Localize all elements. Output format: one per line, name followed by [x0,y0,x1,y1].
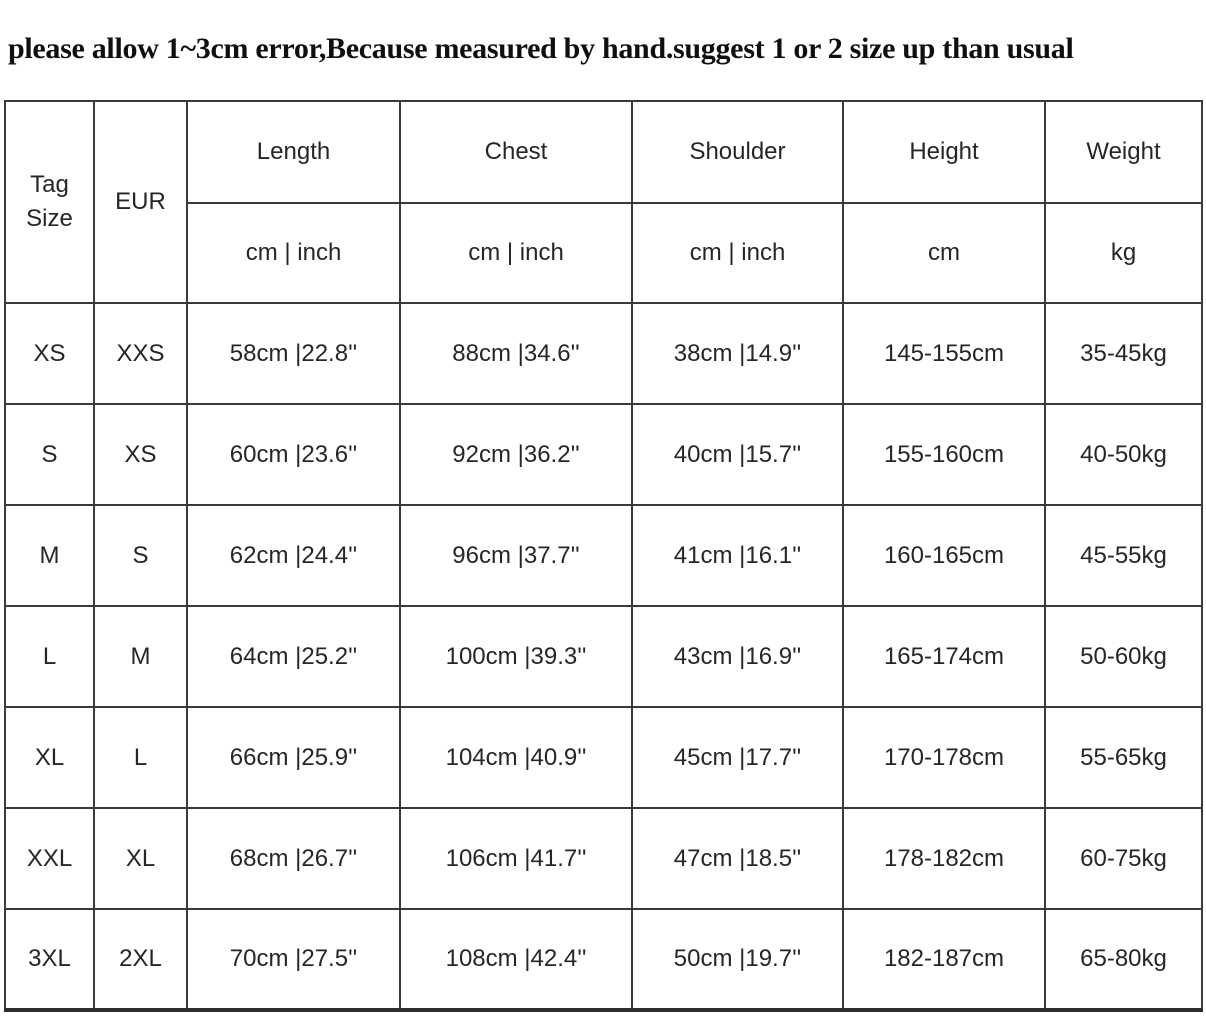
cell-chest: 96cm |37.7'' [400,505,632,606]
cell-eur: XS [94,404,187,505]
cell-shoulder: 45cm |17.7'' [632,707,843,808]
cell-length: 60cm |23.6'' [187,404,400,505]
header-row-labels [5,101,1202,203]
cell-eur: XL [94,808,187,909]
cell-weight: 55-65kg [1045,707,1202,808]
cell-length: 66cm |25.9'' [187,707,400,808]
cell-length: 58cm |22.8'' [187,303,400,404]
unit-height: cm [843,203,1045,303]
cell-shoulder: 50cm |19.7'' [632,909,843,1010]
cell-tag-size: 3XL [5,909,94,1010]
cell-weight: 40-50kg [1045,404,1202,505]
cell-chest: 100cm |39.3'' [400,606,632,707]
cell-eur: 2XL [94,909,187,1010]
header-chest: Chest [400,101,632,203]
header-tag-size-line1: Tag [30,171,69,198]
cell-tag-size: M [5,505,94,606]
cell-eur: M [94,606,187,707]
cell-tag-size: XS [5,303,94,404]
cell-eur: L [94,707,187,808]
cell-height: 160-165cm [843,505,1045,606]
header-shoulder: Shoulder [632,101,843,203]
table-row [5,505,1202,606]
cell-height: 182-187cm [843,909,1045,1010]
unit-weight: kg [1045,203,1202,303]
cell-chest: 106cm |41.7'' [400,808,632,909]
cell-weight: 65-80kg [1045,909,1202,1010]
cell-tag-size: S [5,404,94,505]
cell-chest: 108cm |42.4'' [400,909,632,1010]
cell-height: 178-182cm [843,808,1045,909]
cell-height: 170-178cm [843,707,1045,808]
cell-shoulder: 41cm |16.1'' [632,505,843,606]
header-tag-size [5,101,94,303]
cell-shoulder: 38cm |14.9'' [632,303,843,404]
cell-weight: 35-45kg [1045,303,1202,404]
header-tag-size-line2: Size [26,205,73,232]
table-row [5,909,1202,1010]
cell-eur: S [94,505,187,606]
cell-tag-size: XXL [5,808,94,909]
header-weight: Weight [1045,101,1202,203]
measurement-note: please allow 1~3cm error,Because measured by hand.suggest 1 or 2 size up than usual [8,32,1074,65]
unit-shoulder: cm | inch [632,203,843,303]
cell-shoulder: 47cm |18.5'' [632,808,843,909]
cell-length: 68cm |26.7'' [187,808,400,909]
table-row [5,303,1202,404]
cell-chest: 88cm |34.6'' [400,303,632,404]
cell-length: 64cm |25.2'' [187,606,400,707]
cell-length: 62cm |24.4'' [187,505,400,606]
cell-shoulder: 40cm |15.7'' [632,404,843,505]
cell-height: 165-174cm [843,606,1045,707]
header-height: Height [843,101,1045,203]
cell-chest: 104cm |40.9'' [400,707,632,808]
table-row [5,707,1202,808]
cell-tag-size: L [5,606,94,707]
table-row [5,808,1202,909]
cell-weight: 50-60kg [1045,606,1202,707]
cell-weight: 60-75kg [1045,808,1202,909]
size-chart-table [4,100,1203,1012]
cell-shoulder: 43cm |16.9'' [632,606,843,707]
unit-length: cm | inch [187,203,400,303]
header-eur: EUR [94,101,187,303]
header-length: Length [187,101,400,203]
table-row [5,404,1202,505]
cell-height: 155-160cm [843,404,1045,505]
cell-weight: 45-55kg [1045,505,1202,606]
cell-chest: 92cm |36.2'' [400,404,632,505]
cell-eur: XXS [94,303,187,404]
cell-height: 145-155cm [843,303,1045,404]
cell-length: 70cm |27.5'' [187,909,400,1010]
table-row [5,606,1202,707]
cell-tag-size: XL [5,707,94,808]
unit-chest: cm | inch [400,203,632,303]
